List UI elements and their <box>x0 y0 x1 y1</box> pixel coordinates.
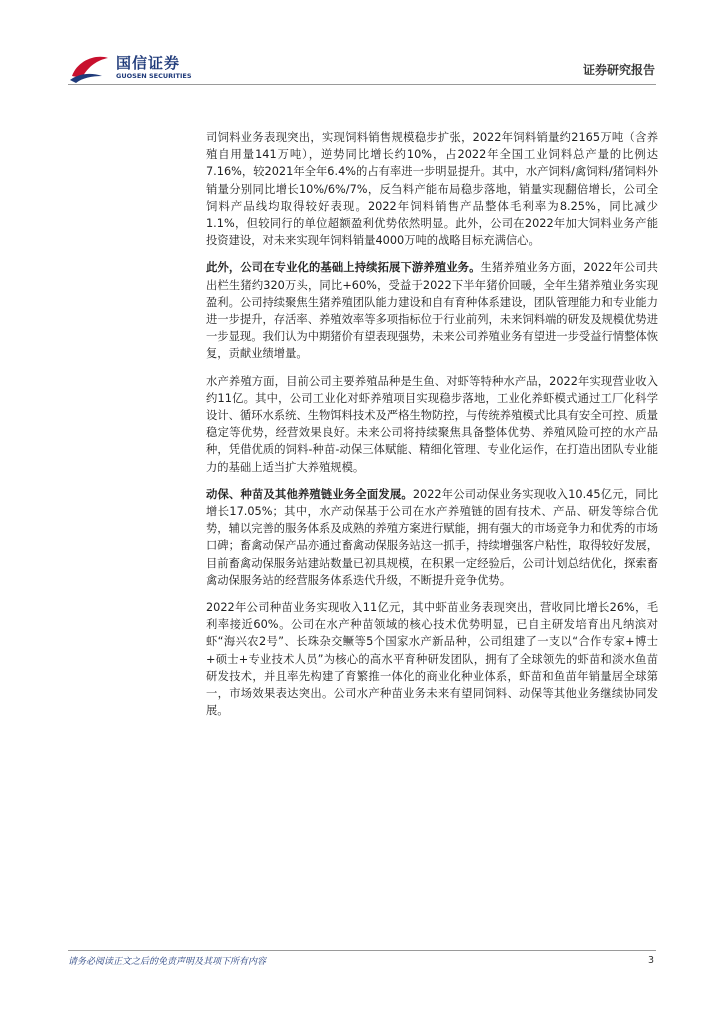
guosen-logo <box>68 50 208 86</box>
paragraph-seedling: 2022年公司种苗业务实现收入11亿元，其中虾苗业务表现突出，营收同比增长26%，毛利率接近60%。公司在水产种苗领域的核心技术优势明显，已自主研发培育出凡纳滨对虾“海兴农2号”、长珠杂交鳜等5个国家水产新品种，公司组建了一支以“合作专家+博士+硕士+专业技术人员”为核心的高水平育种研发团队，拥有了全球领先的虾苗和淡水鱼苗研发技术，并且率先构建了育繁推一体化的商业化种业体系，虾苗和鱼苗年销量居全球第一，市场效果表达突出。公司水产种苗业务未来有望同饲料、动保等其他业务继续协同发展。 <box>206 601 658 718</box>
paragraph-lead-bold: 动保、种苗及其他养殖链业务全面发展。 <box>206 487 413 501</box>
paragraph-text: 生猪养殖业务方面，2022年公司共出栏生猪约320万头，同比+60%，受益于2022下半年猪价回暖，全年生猪养殖业务实现盈利。公司持续聚焦生猪养殖团队能力建设和自有育种体系建设，团队管理能力和专业能力进一步提升，存活率、养殖效率等多项指标位于行业前列，未来饲料端的研发及规模优势进一步显现。我们认为中期猪价有望表现强势，未来公司养殖业务有望进一步受益行情整体恢复，贡献业绩增量。 <box>206 261 658 361</box>
header-divider <box>68 84 656 85</box>
paragraph-lead-bold: 此外，公司在专业化的基础上持续拓展下游养殖业务。 <box>206 261 481 275</box>
paragraph-aquaculture: 水产养殖方面，目前公司主要养殖品种是生鱼、对虾等特种水产品，2022年实现营业收入约11亿。其中，公司工业化对虾养殖项目实现稳步落地，工业化养虾模式通过工厂化科学设计、循环水系统、生物饵料技术及严格生物防控，与传统养殖模式比具有安全可控、质量稳定等优势，经营效果良好。未来公司将持续聚焦具备整体优势、养殖风险可控的水产品种，凭借优质的饲料-种苗-动保三体赋能、精细化管理、专业化运作，在打造出团队专业能力的基础上适当扩大养殖规模。 <box>206 374 658 474</box>
paragraph-animal-health <box>206 486 658 589</box>
page-header <box>0 0 724 90</box>
paragraph-feed-business: 司饲料业务表现突出，实现饲料销售规模稳步扩张，2022年饲料销量约2165万吨（含养殖自用量141万吨），逆势同比增长约10%，占2022年全国工业饲料总产量的比例达7.16%，较2021年全年6.4%的占有率进一步明显提升。其中，水产饲料/禽饲料/猪饲料外销量分别同比增长10%/6%/7%，反刍料产能布局稳步落地，销量实现翻倍增长，公司全饲料产品线均取得较好表现。2022年饲料销售产品整体毛利率为8.25%，同比减少1.1%，但较同行的单位超额盈利优势依然明显。此外，公司在2022年加大饲料业务产能投资建设，对未来实现年饲料销量4000万吨的战略目标充满信心。 <box>206 131 658 248</box>
report-body <box>206 129 658 730</box>
brand-name-cn: 国信证券 <box>116 54 181 72</box>
paragraph-pig-farming <box>206 259 658 362</box>
brand-name-en: GUOSEN SECURITIES <box>116 72 192 80</box>
page-number: 3 <box>647 955 654 966</box>
paragraph-text: 2022年公司动保业务实现收入10.45亿元，同比增长17.05%；其中，水产动保基于公司在水产养殖链的固有技术、产品、研发等综合优势，辅以完善的服务体系及成熟的养殖方案进行赋能，拥有强大的市场竞争力和优秀的市场口碑；畜禽动保产品亦通过畜禽动保服务站这一抓手，持续增强客户粘性，取得较好发展，目前畜禽动保服务站建站数量已初具规模，在积累一定经验后，公司计划总结优化，探索畜禽动保服务站的经营服务体系迭代升级，不断提升竞争优势。 <box>206 487 658 587</box>
footer-divider <box>68 950 656 951</box>
disclaimer-text: 请务必阅读正文之后的免责声明及其项下所有内容 <box>68 957 267 967</box>
report-type-label: 证券研究报告 <box>582 63 655 77</box>
guosen-logo-icon <box>68 50 112 84</box>
